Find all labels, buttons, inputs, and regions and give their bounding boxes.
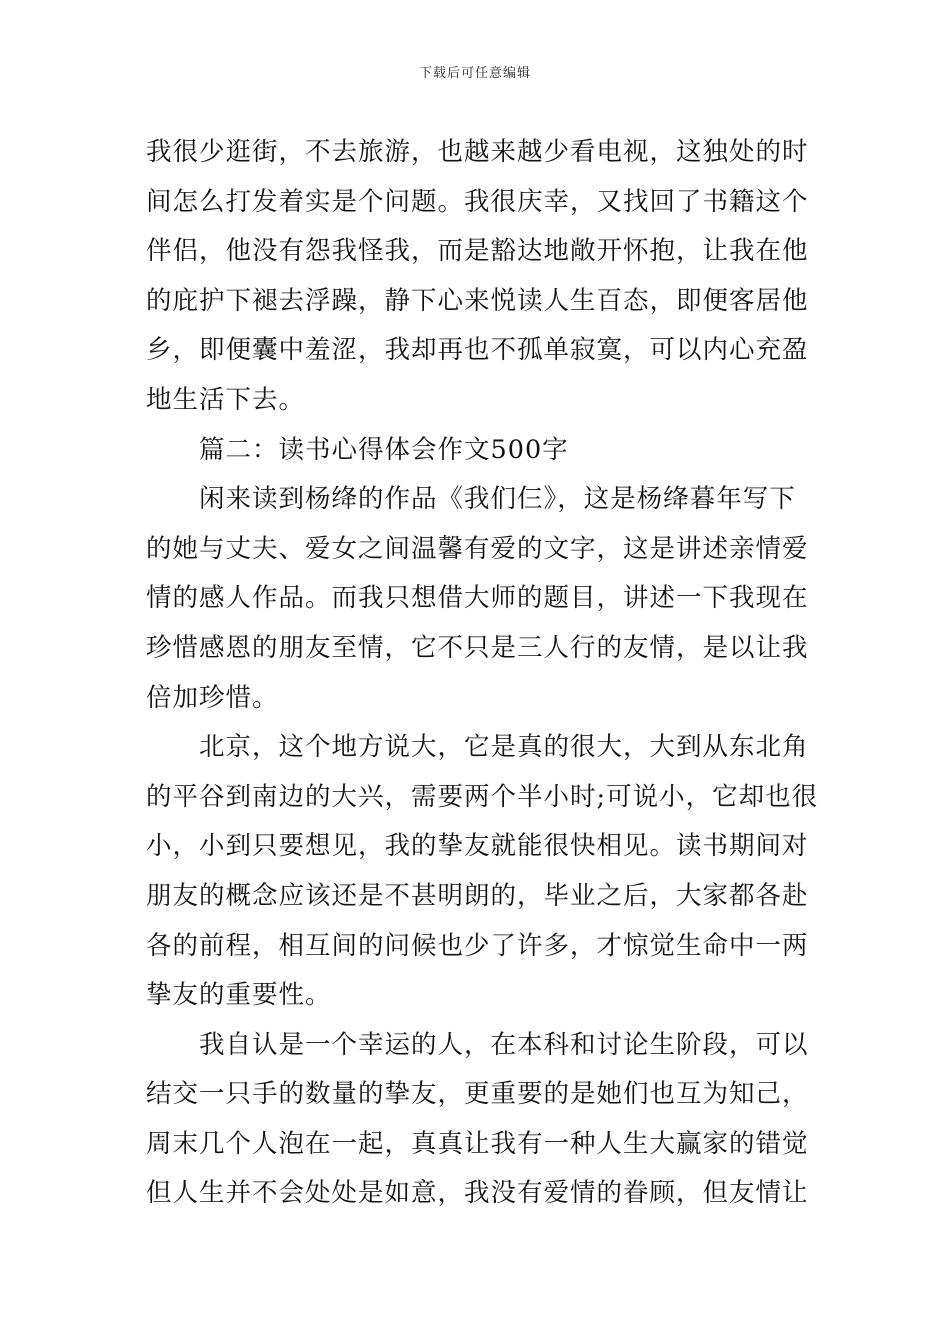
text-line: 的她与丈夫、爱女之间温馨有爱的文字，这是讲述亲情爱: [146, 533, 809, 564]
text-line: 珍惜感恩的朋友至情，它不只是三人行的友情，是以让我: [146, 632, 809, 663]
text-line: 小，小到只要想见，我的挚友就能很快相见。读书期间对: [146, 831, 809, 862]
text-line: 挚友的重要性。: [146, 980, 332, 1011]
text-line: 朋友的概念应该还是不甚明朗的，毕业之后，大家都各赴: [146, 880, 809, 911]
text-line: 的庇护下褪去浮躁，静下心来悦读人生百态，即便客居他: [146, 285, 809, 316]
text-line: 闲来读到杨绛的作品《我们仨》，这是杨绛暮年写下: [146, 484, 796, 515]
text-line: 北京，这个地方说大，它是真的很大，大到从东北角: [146, 732, 809, 763]
text-line: 伴侣，他没有怨我怪我，而是豁达地敞开怀抱，让我在他: [146, 236, 809, 267]
article-body: [146, 128, 819, 1219]
text-line: 间怎么打发着实是个问题。我很庆幸，又找回了书籍这个: [146, 186, 809, 217]
text-line: 但人生并不会处处是如意，我没有爱情的眷顾，但友情让: [146, 1178, 809, 1209]
text-line: 乡，即便囊中羞涩，我却再也不孤单寂寞，可以内心充盈: [146, 335, 809, 366]
text-line: 各的前程，相互间的问候也少了许多，才惊觉生命中一两: [146, 930, 809, 961]
text-line: 周末几个人泡在一起，真真让我有一种人生大赢家的错觉: [146, 1128, 809, 1159]
text-line: 情的感人作品。而我只想借大师的题目，讲述一下我现在: [146, 583, 809, 614]
section-title: 篇二：读书心得体会作文500字: [146, 434, 569, 465]
text-line: 地生活下去。: [146, 384, 306, 415]
text-line: 我自认是一个幸运的人，在本科和讨论生阶段，可以: [146, 1029, 809, 1060]
text-line: 我很少逛街，不去旅游，也越来越少看电视，这独处的时: [146, 137, 809, 167]
text-line: 倍加珍惜。: [146, 682, 279, 713]
page-header: 下载后可任意编辑: [418, 66, 531, 81]
text-line: 结交一只手的数量的挚友，更重要的是她们也互为知己，: [146, 1079, 809, 1110]
text-line: 的平谷到南边的大兴，需要两个半小时;可说小，它却也很: [146, 781, 819, 812]
